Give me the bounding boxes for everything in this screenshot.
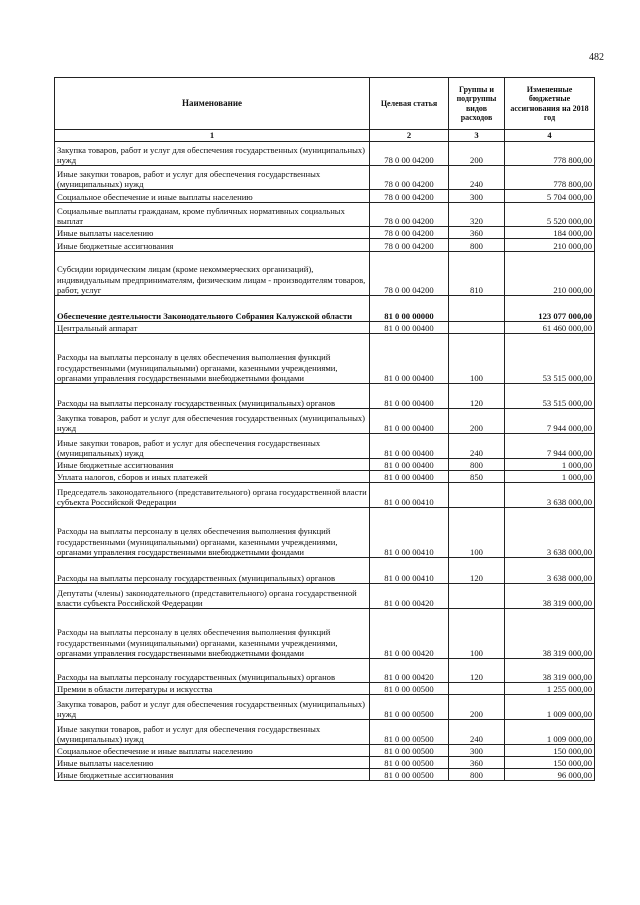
cell-target-code: 81 0 00 00400 — [370, 471, 449, 483]
cell-amount: 38 319 000,00 — [505, 584, 595, 609]
cell-amount: 184 000,00 — [505, 227, 595, 239]
cell-name: Иные закупки товаров, работ и услуг для обеспечения государственных (муниципальных) нужд — [55, 720, 370, 745]
table-row — [55, 584, 595, 609]
cell-name: Председатель законодательного (представительного) органа государственной власти субъекта Российской Федерации — [55, 483, 370, 508]
cell-group — [449, 584, 505, 609]
cell-group: 320 — [449, 203, 505, 227]
cell-amount: 61 460 000,00 — [505, 322, 595, 334]
table-row — [55, 252, 595, 296]
cell-group: 120 — [449, 384, 505, 409]
cell-amount: 1 000,00 — [505, 459, 595, 471]
cell-amount: 3 638 000,00 — [505, 558, 595, 584]
cell-amount: 210 000,00 — [505, 252, 595, 296]
cell-name: Закупка товаров, работ и услуг для обеспечения государственных (муниципальных) нужд — [55, 142, 370, 166]
cell-name: Расходы на выплаты персоналу в целях обеспечения выполнения функций государственными (муниципальными) органами, казенными учреждениями, органами управления государственными внебюджетными фондами — [55, 334, 370, 384]
cell-group: 240 — [449, 434, 505, 459]
header-amount: Измененные бюджетные ассигнования на 2018 год — [505, 78, 595, 130]
cell-name: Иные бюджетные ассигнования — [55, 769, 370, 781]
cell-name: Расходы на выплаты персоналу государственных (муниципальных) органов — [55, 659, 370, 683]
cell-group: 100 — [449, 609, 505, 659]
header-name: Наименование — [55, 78, 370, 130]
table-row — [55, 203, 595, 227]
cell-name: Социальные выплаты гражданам, кроме публичных нормативных социальных выплат — [55, 203, 370, 227]
cell-amount: 1 009 000,00 — [505, 695, 595, 720]
column-number: 4 — [505, 130, 595, 142]
cell-target-code: 81 0 00 00420 — [370, 609, 449, 659]
cell-target-code: 81 0 00 00500 — [370, 720, 449, 745]
cell-amount: 3 638 000,00 — [505, 483, 595, 508]
cell-amount: 123 077 000,00 — [505, 296, 595, 322]
cell-target-code: 78 0 00 04200 — [370, 190, 449, 203]
cell-group: 120 — [449, 558, 505, 584]
cell-group: 800 — [449, 769, 505, 781]
cell-target-code: 78 0 00 04200 — [370, 227, 449, 239]
cell-amount: 38 319 000,00 — [505, 659, 595, 683]
cell-group: 300 — [449, 190, 505, 203]
cell-target-code: 81 0 00 00500 — [370, 683, 449, 695]
cell-name: Иные закупки товаров, работ и услуг для обеспечения государственных (муниципальных) нужд — [55, 434, 370, 459]
cell-target-code: 78 0 00 04200 — [370, 203, 449, 227]
cell-name: Расходы на выплаты персоналу в целях обеспечения выполнения функций государственными (муниципальными) органами, казенными учреждениями, органами управления государственными внебюджетными фондами — [55, 609, 370, 659]
cell-target-code: 81 0 00 00000 — [370, 296, 449, 322]
table-row — [55, 166, 595, 190]
cell-amount: 7 944 000,00 — [505, 409, 595, 434]
header-group: Группы и подгруппы видов расходов — [449, 78, 505, 130]
cell-group: 200 — [449, 695, 505, 720]
cell-amount: 778 800,00 — [505, 166, 595, 190]
table-row — [55, 227, 595, 239]
table-row — [55, 659, 595, 683]
cell-group: 360 — [449, 227, 505, 239]
table-row — [55, 471, 595, 483]
cell-target-code: 78 0 00 04200 — [370, 239, 449, 252]
cell-group: 300 — [449, 745, 505, 757]
cell-group: 240 — [449, 720, 505, 745]
cell-amount: 3 638 000,00 — [505, 508, 595, 558]
cell-name: Социальное обеспечение и иные выплаты населению — [55, 745, 370, 757]
table-row — [55, 769, 595, 781]
cell-name: Иные бюджетные ассигнования — [55, 239, 370, 252]
page-number: 482 — [589, 52, 604, 63]
column-number: 1 — [55, 130, 370, 142]
header-target: Целевая статья — [370, 78, 449, 130]
cell-amount: 38 319 000,00 — [505, 609, 595, 659]
cell-target-code: 81 0 00 00400 — [370, 409, 449, 434]
cell-group — [449, 296, 505, 322]
cell-group — [449, 683, 505, 695]
cell-group: 800 — [449, 239, 505, 252]
cell-target-code: 81 0 00 00420 — [370, 584, 449, 609]
cell-target-code: 81 0 00 00500 — [370, 769, 449, 781]
table-row — [55, 695, 595, 720]
table-row — [55, 683, 595, 695]
cell-target-code: 78 0 00 04200 — [370, 252, 449, 296]
cell-amount: 150 000,00 — [505, 757, 595, 769]
budget-table — [54, 77, 595, 781]
cell-amount: 5 704 000,00 — [505, 190, 595, 203]
cell-amount: 1 000,00 — [505, 471, 595, 483]
table-row — [55, 434, 595, 459]
cell-group: 240 — [449, 166, 505, 190]
cell-amount: 150 000,00 — [505, 745, 595, 757]
cell-group — [449, 322, 505, 334]
cell-target-code: 81 0 00 00500 — [370, 757, 449, 769]
cell-group — [449, 483, 505, 508]
cell-amount: 778 800,00 — [505, 142, 595, 166]
table-row — [55, 142, 595, 166]
cell-name: Социальное обеспечение и иные выплаты населению — [55, 190, 370, 203]
cell-name: Иные выплаты населению — [55, 227, 370, 239]
table-row — [55, 409, 595, 434]
cell-amount: 7 944 000,00 — [505, 434, 595, 459]
column-number-row — [55, 130, 595, 142]
table-row — [55, 508, 595, 558]
table-row — [55, 459, 595, 471]
table-row — [55, 296, 595, 322]
table-row — [55, 720, 595, 745]
cell-name: Закупка товаров, работ и услуг для обеспечения государственных (муниципальных) нужд — [55, 409, 370, 434]
cell-target-code: 81 0 00 00400 — [370, 434, 449, 459]
table-row — [55, 322, 595, 334]
cell-target-code: 81 0 00 00500 — [370, 745, 449, 757]
cell-group: 200 — [449, 142, 505, 166]
cell-target-code: 78 0 00 04200 — [370, 166, 449, 190]
cell-group: 120 — [449, 659, 505, 683]
cell-amount: 1 009 000,00 — [505, 720, 595, 745]
cell-name: Премии в области литературы и искусства — [55, 683, 370, 695]
column-number: 2 — [370, 130, 449, 142]
cell-name: Центральный аппарат — [55, 322, 370, 334]
cell-target-code: 81 0 00 00410 — [370, 508, 449, 558]
table-row — [55, 239, 595, 252]
table-row — [55, 334, 595, 384]
cell-amount: 1 255 000,00 — [505, 683, 595, 695]
table-row — [55, 558, 595, 584]
cell-name: Обеспечение деятельности Законодательного Собрания Калужской области — [55, 296, 370, 322]
cell-target-code: 81 0 00 00400 — [370, 384, 449, 409]
cell-group: 810 — [449, 252, 505, 296]
cell-target-code: 81 0 00 00400 — [370, 459, 449, 471]
cell-name: Депутаты (члены) законодательного (представительного) органа государственной власти субъекта Российской Федерации — [55, 584, 370, 609]
cell-target-code: 81 0 00 00400 — [370, 322, 449, 334]
cell-target-code: 81 0 00 00410 — [370, 558, 449, 584]
cell-group: 200 — [449, 409, 505, 434]
column-number: 3 — [449, 130, 505, 142]
cell-group: 360 — [449, 757, 505, 769]
cell-target-code: 81 0 00 00420 — [370, 659, 449, 683]
cell-group: 100 — [449, 508, 505, 558]
cell-group: 800 — [449, 459, 505, 471]
cell-name: Иные бюджетные ассигнования — [55, 459, 370, 471]
cell-name: Уплата налогов, сборов и иных платежей — [55, 471, 370, 483]
table-row — [55, 384, 595, 409]
cell-name: Расходы на выплаты персоналу в целях обеспечения выполнения функций государственными (муниципальными) органами, казенными учреждениями, органами управления государственными внебюджетными фондами — [55, 508, 370, 558]
cell-amount: 210 000,00 — [505, 239, 595, 252]
cell-group: 100 — [449, 334, 505, 384]
cell-name: Иные закупки товаров, работ и услуг для обеспечения государственных (муниципальных) нужд — [55, 166, 370, 190]
table-row — [55, 745, 595, 757]
cell-target-code: 78 0 00 04200 — [370, 142, 449, 166]
table-row — [55, 757, 595, 769]
cell-amount: 96 000,00 — [505, 769, 595, 781]
cell-target-code: 81 0 00 00400 — [370, 334, 449, 384]
table-row — [55, 190, 595, 203]
cell-name: Субсидии юридическим лицам (кроме некоммерческих организаций), индивидуальным предпринимателям, физическим лицам - производителям товаров, работ, услуг — [55, 252, 370, 296]
cell-target-code: 81 0 00 00500 — [370, 695, 449, 720]
cell-name: Расходы на выплаты персоналу государственных (муниципальных) органов — [55, 384, 370, 409]
cell-name: Расходы на выплаты персоналу государственных (муниципальных) органов — [55, 558, 370, 584]
cell-target-code: 81 0 00 00410 — [370, 483, 449, 508]
cell-name: Иные выплаты населению — [55, 757, 370, 769]
cell-group: 850 — [449, 471, 505, 483]
cell-amount: 53 515 000,00 — [505, 384, 595, 409]
cell-amount: 5 520 000,00 — [505, 203, 595, 227]
table-body — [55, 142, 595, 781]
cell-amount: 53 515 000,00 — [505, 334, 595, 384]
table-row — [55, 609, 595, 659]
cell-name: Закупка товаров, работ и услуг для обеспечения государственных (муниципальных) нужд — [55, 695, 370, 720]
table-row — [55, 483, 595, 508]
